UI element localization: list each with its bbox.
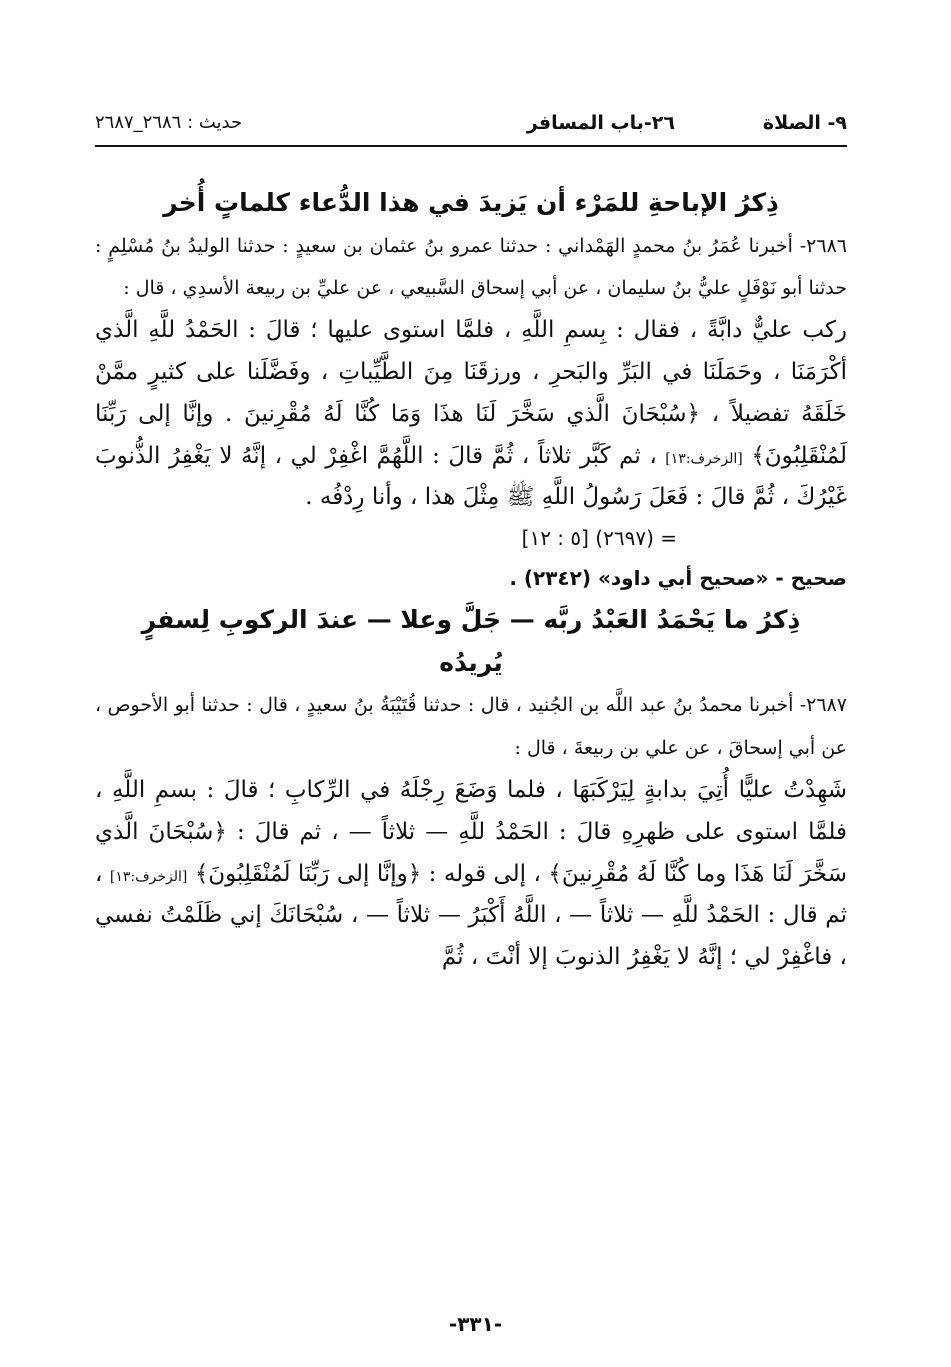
cross-reference: = (٢٦٩٧) [٥ : ١٢] [521, 526, 677, 551]
chapter-heading-1: ذِكرُ الإباحةِ للمَرْء أن يَزيدَ في هذا الدُّعاء كلماتٍ أُخر [163, 188, 779, 217]
hadith-grade: صحيح - «صحيح أبي داود» (٢٣٤٢) . [509, 566, 847, 591]
quran-reference: [الزخرف:١٣] [109, 868, 188, 885]
hadith-range: حديث : ٢٦٨٦_٢٦٨٧ [95, 112, 243, 133]
chapter-title: ٩- الصلاة [762, 112, 847, 134]
heading-2-line-1: ذِكرُ ما يَحْمَدُ العَبْدُ ربَّه — جَلَّ وعلا — عندَ الركوبِ لِسفرٍ [141, 605, 801, 635]
quran-reference: [الزخرف:١٣] [665, 450, 743, 467]
hadith-2687-matn [95, 770, 847, 979]
section-title: ٢٦-باب المسافر [526, 112, 675, 134]
header-rule [95, 145, 847, 147]
hadith-2686-isnad: ٢٦٨٦- أخبرنا عُمَرُ بنُ محمدٍ الهَمْداني : حدثنا عمرو بنُ عثمان بن سعيدٍ : حدثنا الوليدُ بنُ مُسْلِمٍ : حدثنا أبو نَوْفَلٍ عليُّ بنُ سليمان ، عن أبي إسحاق السَّبيعي ، عن عليِّ بن ربيعة الأسدِي ، قال : [95, 234, 847, 300]
page-body [95, 182, 847, 979]
chapter-heading-2 [95, 599, 847, 684]
heading-2-line-2: يُريدُه [439, 647, 503, 677]
running-header [95, 112, 847, 142]
matn-text: ركب عليٌّ دابَّةً ، فقال : بِسمِ اللَّهِ ، فلمَّا استوى عليها ؛ قالَ : الحَمْدُ للَّهِ الَّذي أكْرَمَنَا ، وحَمَلَنَا في البَرِّ والبَحرِ ، ورزقَنَا مِنَ الطَّيِّباتِ ، وفَضَّلَنا على كثيرٍ ممَّنْ خَلَقَهُ تفضيلاً ، ﴿سُبْحَانَ الَّذي سَخَّرَ لَنَا هذَا وَمَا كُنَّا لَهُ مُقْرِنينَ . وإنَّا إلى رَبِّنَا لَمُنْقَلِبُونَ﴾ [95, 317, 847, 469]
matn-text-continued: ، ثم كَبَّر ثلاثاً ، ثُمَّ قالَ : اللَّهُمَّ اغْفِرْ لي ، إنَّهُ لا يَغْفِرُ الذُّنوبَ غَيْرُكَ ، ثُمَّ قالَ : فَعَلَ رَسُولُ اللَّهِ ﷺ مِثْلَ هذا ، وأنا رِدْفُه . [95, 442, 847, 511]
matn-text-continued: ، ثم قال : الحَمْدُ للَّهِ — ثلاثاً — ، اللَّهُ أَكْبَرُ — ثلاثاً — ، سُبْحَانَكَ إني ظَلَمْتُ نفسي ، فاغْفِرْ لي ؛ إنَّهُ لا يَغْفِرُ الذنوبَ إلا أنْتَ ، ثُمَّ [95, 860, 847, 971]
hadith-2686-matn [95, 310, 847, 519]
page-number: -٣٣١- [448, 1312, 503, 1336]
hadith-2687-isnad: ٢٦٨٧- أخبرنا محمدُ بنُ عبد اللَّه بن الجُنيد ، قال : حدثنا قُتَيْبَةُ بنُ سعيدٍ ، قال : حدثنا أبو الأحوص ، عن أبي إسحاقَ ، عن علي بن ربيعةَ ، قال : [95, 694, 847, 760]
matn-text: شَهِدْتُ عليًّا أُتِيَ بدابةٍ لِيَرْكَبَهَا ، فلما وَضَعَ رِجْلَهُ في الرِّكابِ ؛ قالَ : بسمِ اللَّهِ ، فلمَّا استوى على ظهرِهِ قالَ : الحَمْدُ للَّهِ — ثلاثاً — ، ثم قالَ : ﴿سُبْحَانَ الَّذي سَخَّرَ لَنَا هَذَا وما كُنَّا لَهُ مُقْرِنينَ﴾ ، إلى قوله : ﴿وإنَّا إلى رَبِّنَا لَمُنْقَلِبُونَ﴾ [95, 776, 848, 887]
